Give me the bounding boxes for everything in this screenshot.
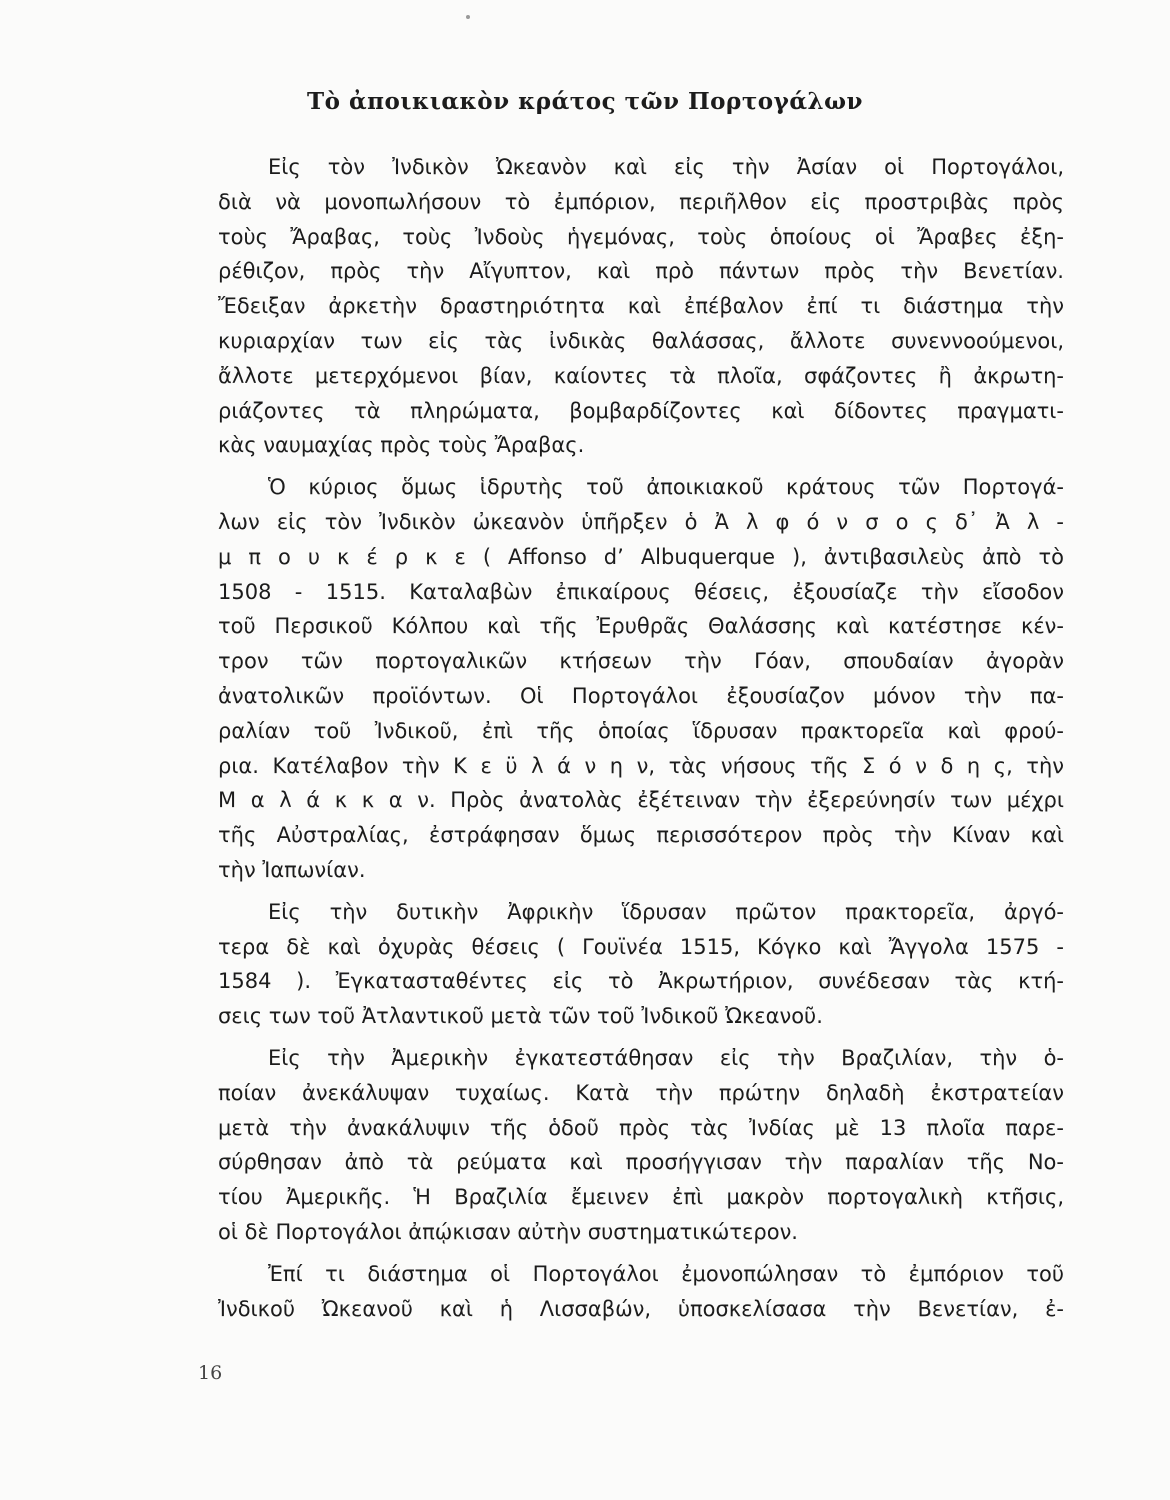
text-line: Ὁ κύριος ὅμως ἱδρυτὴς τοῦ ἀποικιακοῦ κράτους τῶν Πορτογά- [268,475,1064,500]
text-line: ρια. Κατέλαβον τὴν Κ ε ϋ λ ά ν η ν, τὰς νήσους τῆς Σ ό ν δ η ς, τὴν [218,753,1064,778]
paragraph-2 [218,470,1064,888]
text-line: ραλίαν τοῦ Ἰνδικοῦ, ἐπὶ τῆς ὁποίας ἵδρυσαν πρακτορεῖα καὶ φρού- [218,718,1064,743]
text-line: Ἔδειξαν ἀρκετὴν δραστηριότητα καὶ ἐπέβαλον ἐπί τι διάστημα τὴν [218,294,1064,319]
text-line: τὴν Ἰαπωνίαν. [218,857,366,882]
text-line: τερα δὲ καὶ ὀχυρὰς θέσεις ( Γουϊνέα 1515, Κόγκο καὶ Ἄγγολα 1575 - [218,934,1064,959]
text-line: διὰ νὰ μονοπωλήσουν τὸ ἐμπόριον, περιῆλθον εἰς προστριβὰς πρὸς [218,189,1064,214]
text-line: μ π ο υ κ έ ρ κ ε ( Affonso d’ Albuquerque ), ἀντιβασιλεὺς ἀπὸ τὸ [218,544,1064,569]
text-line: Ἰνδικοῦ Ὠκεανοῦ καὶ ἡ Λισσαβών, ὑποσκελίσασα τὴν Βενετίαν, ἐ- [218,1296,1064,1321]
text-line: 1508 - 1515. Καταλαβὼν ἐπικαίρους θέσεις, ἐξουσίαζε τὴν εἴσοδον [218,579,1064,604]
paragraph-3 [218,895,1064,1034]
page-number: 16 [198,1362,223,1384]
text-line: ἄλλοτε μετερχόμενοι βίαν, καίοντες τὰ πλοῖα, σφάζοντες ἢ ἀκρωτη- [218,363,1064,388]
scan-speck [466,15,470,19]
text-line: τίου Ἀμερικῆς. Ἡ Βραζιλία ἔμεινεν ἐπὶ μακρὸν πορτογαλικὴ κτῆσις, [218,1185,1064,1210]
text-line: τρον τῶν πορτογαλικῶν κτήσεων τὴν Γόαν, σπουδαίαν ἀγορὰν [218,649,1064,674]
text-line: τοὺς Ἄραβας, τοὺς Ἰνδοὺς ἡγεμόνας, τοὺς ὁποίους οἱ Ἄραβες ἐξη- [218,224,1064,249]
text-line: κυριαρχίαν των εἰς τὰς ἰνδικὰς θαλάσσας, ἄλλοτε συνεννοούμενοι, [218,328,1064,353]
text-line: μετὰ τὴν ἀνακάλυψιν τῆς ὁδοῦ πρὸς τὰς Ἰνδίας μὲ 13 πλοῖα παρε- [218,1115,1064,1140]
text-line: ριάζοντες τὰ πληρώματα, βομβαρδίζοντες καὶ δίδοντες πραγματι- [218,398,1064,423]
text-line: ἀνατολικῶν προϊόντων. Οἱ Πορτογάλοι ἐξουσίαζον μόνον τὴν πα- [218,683,1064,708]
text-line: 1584 ). Ἐγκατασταθέντες εἰς τὸ Ἀκρωτήριον, συνέδεσαν τὰς κτή- [218,969,1064,994]
text-line: τῆς Αὐστραλίας, ἐστράφησαν ὅμως περισσότερον πρὸς τὴν Κίναν καὶ [218,823,1064,848]
text-line: Εἰς τὴν δυτικὴν Ἀφρικὴν ἵδρυσαν πρῶτον πρακτορεῖα, ἀργό- [268,899,1064,924]
text-line: Εἰς τὴν Ἀμερικὴν ἐγκατεστάθησαν εἰς τὴν Βραζιλίαν, τὴν ὁ- [268,1045,1064,1070]
text-line: ρέθιζον, πρὸς τὴν Αἴγυπτον, καὶ πρὸ πάντων πρὸς τὴν Βενετίαν. [218,259,1064,284]
text-line: κὰς ναυμαχίας πρὸς τοὺς Ἄραβας. [218,433,585,458]
text-line: Μ α λ ά κ κ α ν. Πρὸς ἀνατολὰς ἐξέτειναν τὴν ἐξερεύνησίν των μέχρι [218,788,1064,813]
text-line: Ἐπί τι διάστημα οἱ Πορτογάλοι ἐμονοπώλησαν τὸ ἐμπόριον τοῦ [268,1261,1064,1286]
text-line: ποίαν ἀνεκάλυψαν τυχαίως. Κατὰ τὴν πρώτην δηλαδὴ ἐκστρατείαν [218,1080,1064,1105]
text-line: τοῦ Περσικοῦ Κόλπου καὶ τῆς Ἐρυθρᾶς Θαλάσσης καὶ κατέστησε κέν- [218,614,1064,639]
paragraph-4 [218,1041,1064,1250]
text-line: οἱ δὲ Πορτογάλοι ἀπῴκισαν αὐτὴν συστηματικώτερον. [218,1219,798,1244]
text-line: σεις των τοῦ Ἀτλαντικοῦ μετὰ τῶν τοῦ Ἰνδικοῦ Ὠκεανοῦ. [218,1004,823,1029]
body-text [218,150,1064,1333]
text-line: Εἰς τὸν Ἰνδικὸν Ὠκεανὸν καὶ εἰς τὴν Ἀσίαν οἱ Πορτογάλοι, [268,155,1064,179]
text-line: σύρθησαν ἀπὸ τὰ ρεύματα καὶ προσήγγισαν τὴν παραλίαν τῆς Νο- [218,1150,1064,1175]
paragraph-5 [218,1257,1064,1327]
page-title: Τὸ ἀποικιακὸν κράτος τῶν Πορτογάλων [306,88,864,115]
text-line: λων εἰς τὸν Ἰνδικὸν ὠκεανὸν ὑπῆρξεν ὁ Ἀ λ φ ό ν σ ο ς δ᾽ Ἀ λ - [218,509,1064,534]
paragraph-1 [218,150,1064,463]
